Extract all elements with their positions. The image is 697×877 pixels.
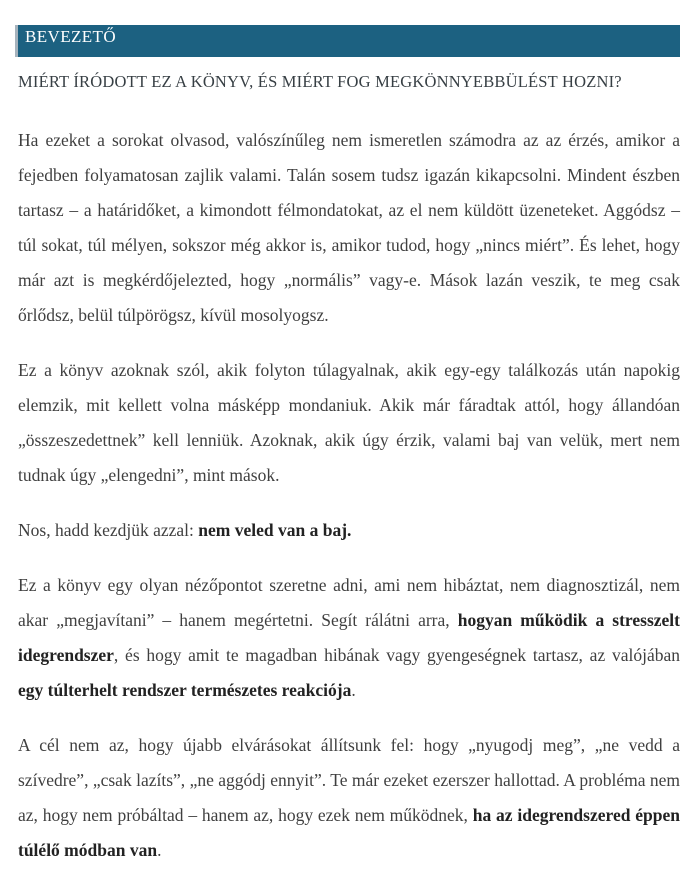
body-text: A cél nem az, hogy újabb elvárásokat állítsunk fel: hogy „nyugodj meg”, „ne vedd a szívedre”, „csak lazíts”, „ne aggódj ennyit”. Te már ezeket ezerszer hallottad. A probléma nem az, hogy nem próbáltad – hanem az, hogy ezek nem működnek, xyxy=(18,735,680,825)
body-text: Ez a könyv egy olyan nézőpontot szeretne adni, ami nem hibáztat, nem diagnosztizál, nem akar „megjavítani” – hanem megértetni. Segít rálátni arra, xyxy=(18,575,680,630)
paragraph xyxy=(18,728,680,868)
body-text: Ez a könyv azoknak szól, akik folyton túlagyalnak, akik egy-egy találkozás után napokig elemzik, mit kellett volna másképp mondaniuk. Akik már fáradtak attól, hogy állandóan „összeszedettnek” kell lenniük. Azoknak, akik úgy érzik, valami baj van velük, mert nem tudnak úgy „elengedni”, mint mások. xyxy=(18,360,680,485)
paragraph xyxy=(18,568,680,708)
bold-text: hogyan működik a stresszelt idegrendszer xyxy=(18,610,680,665)
body-text: . xyxy=(157,840,162,860)
body-text: . xyxy=(351,680,356,700)
content xyxy=(18,123,680,868)
body-text: , és hogy amit te magadban hibának vagy gyengeségnek tartasz, az valójában xyxy=(113,645,680,665)
bold-text: egy túlterhelt rendszer természetes reakciója xyxy=(18,680,352,700)
bold-text: nem veled van a baj. xyxy=(198,520,352,540)
chapter-heading: MIÉRT ÍRÓDOTT EZ A KÖNYV, ÉS MIÉRT FOG MEGKÖNNYEBBÜLÉST HOZNI? xyxy=(18,72,622,91)
paragraph xyxy=(18,513,680,548)
body-text: Ha ezeket a sorokat olvasod, valószínűleg nem ismeretlen számodra az az érzés, amikor a fejedben folyamatosan zajlik valami. Talán sosem tudsz igazán kikapcsolni. Mindent észben tartasz – a határidőket, a kimondott félmondatokat, az el nem küldött üzeneteket. Aggódsz – túl sokat, túl mélyen, sokszor még akkor is, amikor tudod, hogy „nincs miért”. És lehet, hogy már azt is megkérdőjelezted, hogy „normális” vagy-e. Mások lazán veszik, te meg csak őrlődsz, belül túlpörögsz, kívül mosolyogsz. xyxy=(18,130,680,325)
body-text: Nos, hadd kezdjük azzal: xyxy=(18,520,199,540)
section-banner-label: BEVEZETŐ xyxy=(25,27,117,46)
bold-text: ha az idegrendszered éppen túlélő módban van xyxy=(18,805,680,860)
paragraph xyxy=(18,353,680,493)
section-banner xyxy=(15,25,680,57)
paragraph xyxy=(18,123,680,333)
